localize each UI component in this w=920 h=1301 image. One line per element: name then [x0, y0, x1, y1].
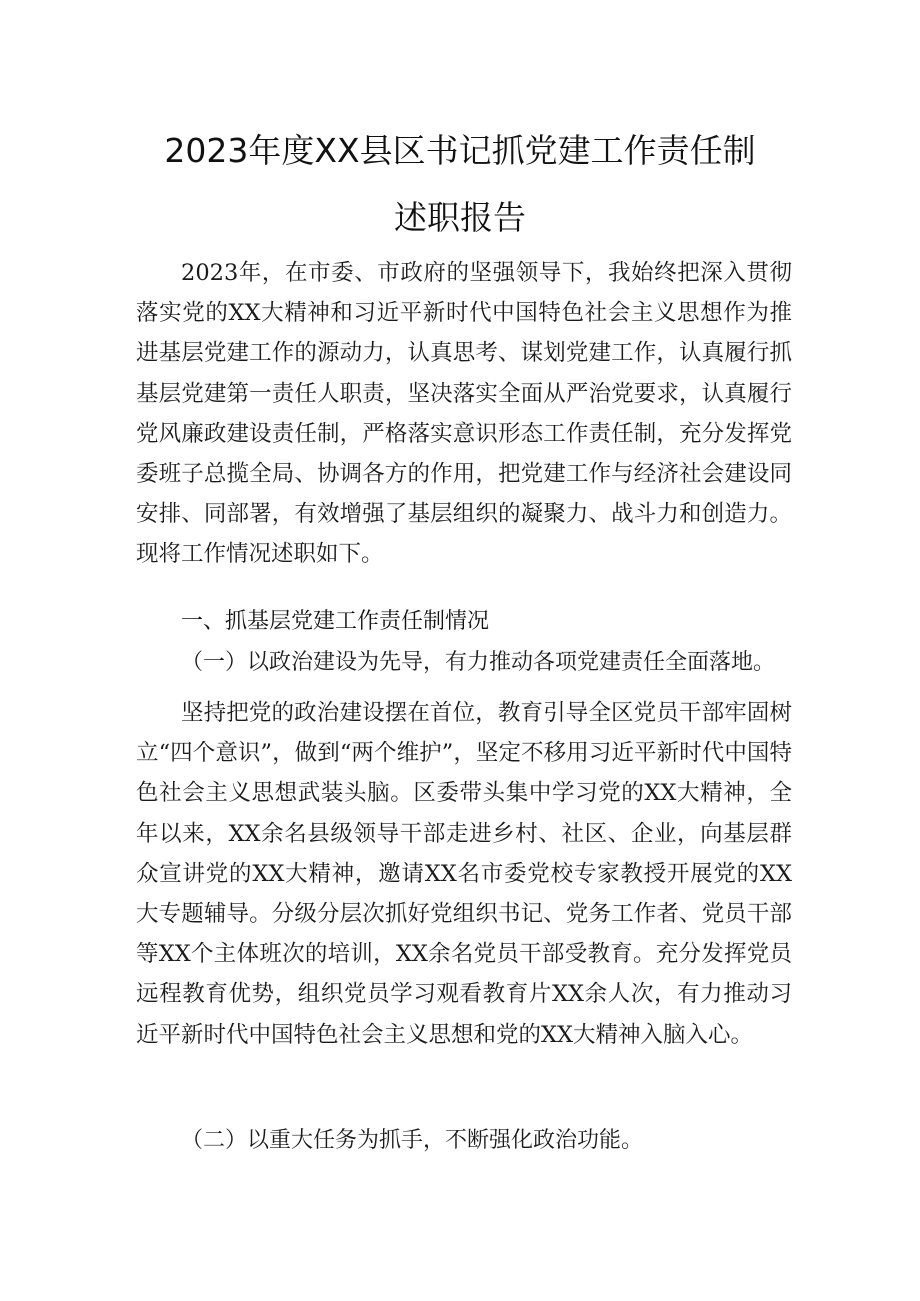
intro-paragraph: 2023年，在市委、市政府的坚强领导下，我始终把深入贯彻落实党的XX大精神和习近平新时代中国特色社会主义思想作为推进基层党建工作的源动力，认真思考、谋划党建工作，认真履行抓基层党建第一责任人职责，坚决落实全面从严治党要求，认真履行党风廉政建设责任制，严格落实意识形态工作责任制，充分发挥党委班子总揽全局、协调各方的作用，把党建工作与经济社会建设同安排、同部署，有效增强了基层组织的凝聚力、战斗力和创造力。现将工作情况述职如下。	[136, 260, 792, 568]
document-title-line-1: 2023年度XX县区书记抓党建工作责任制	[164, 131, 756, 170]
document-title-line-2: 述职报告	[394, 198, 526, 237]
subsection-1-paragraph: 坚持把党的政治建设摆在首位，教育引导全区党员干部牢固树立“四个意识”，做到“两个维护”，坚定不移用习近平新时代中国特色社会主义思想武装头脑。区委带头集中学习党的XX大精神，全年以来，XX余名县级领导干部走进乡村、社区、企业，向基层群众宣讲党的XX大精神，邀请XX名市委党校专家教授开展党的XX大专题辅导。分级分层次抓好党组织书记、党务工作者、党员干部等XX个主体班次的培训，XX余名党员干部受教育。充分发挥党员远程教育优势，组织党员学习观看教育片XX余人次，有力推动习近平新时代中国特色社会主义思想和党的XX大精神入脑入心。	[136, 700, 792, 1048]
section-1-heading: 一、抓基层党建工作责任制情况	[181, 609, 490, 634]
subsection-2-heading: （二）以重大任务为抓手，不断强化政治功能。	[181, 1128, 644, 1153]
subsection-1-heading: （一）以政治建设为先导，有力推动各项党建责任全面落地。	[181, 650, 776, 675]
